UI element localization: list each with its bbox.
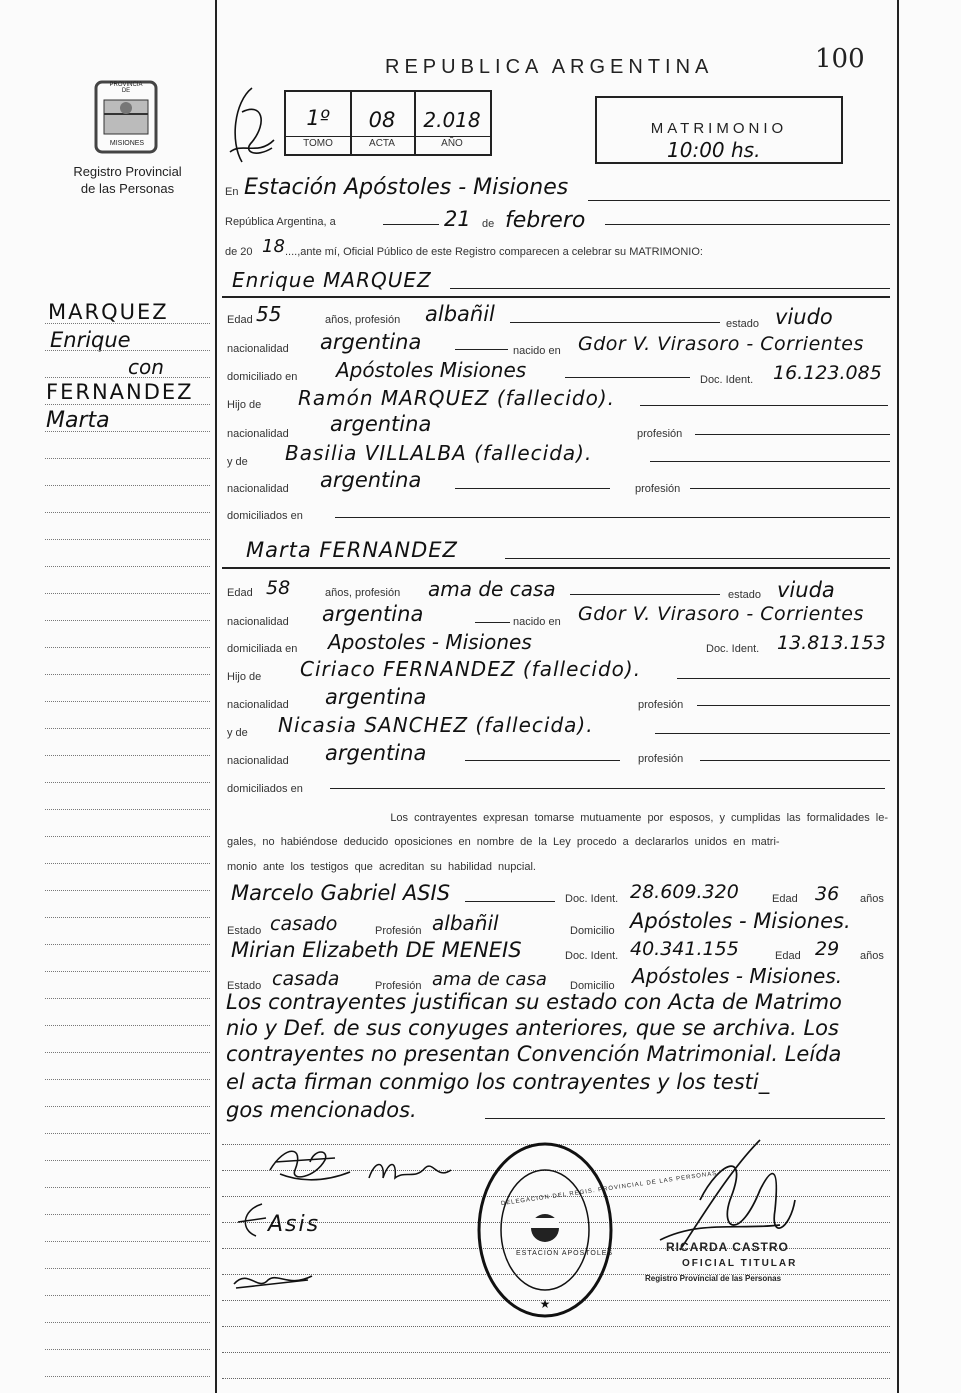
margin-groom-surname: MARQUEZ <box>48 300 169 324</box>
groom-doc-label: Doc. Ident. <box>700 374 754 386</box>
witness1-doc-label: Doc. Ident. <box>565 893 619 905</box>
groom-mother-prof-label: profesión <box>635 483 681 495</box>
ceremony-month: febrero <box>505 208 586 233</box>
margin-rule <box>45 485 210 486</box>
ano-value: 2.018 <box>423 108 481 132</box>
witness1-status: casado <box>270 913 338 935</box>
groom-divider <box>222 296 890 298</box>
groom-nacido-label: nacido en <box>513 345 561 357</box>
notes-line-4: el acta firman conmigo los contrayentes y los testi_ <box>226 1070 770 1094</box>
margin-rule <box>45 350 210 351</box>
witness2-status: casada <box>272 968 340 990</box>
witness1-prof-label: Profesión <box>375 925 422 937</box>
notes-line-1: Los contrayentes justifican su estado con Acta de Matrimo <box>226 990 842 1014</box>
registry-line-2: de las Personas <box>80 181 175 196</box>
bride-father-nac-label: nacionalidad <box>227 699 289 711</box>
witness1-estado-label: Estado <box>227 925 262 937</box>
bride-mother-nationality: argentina <box>325 741 427 765</box>
groom-status: viudo <box>775 305 833 329</box>
tomo-acta-ano-box <box>284 90 492 156</box>
margin-rule <box>45 1349 210 1350</box>
bride-name: Marta FERNANDEZ <box>246 538 458 562</box>
margin-rule <box>45 539 210 540</box>
margin-rule <box>45 1268 210 1269</box>
groom-yde-label: y de <box>227 456 248 468</box>
margin-rule <box>45 1295 210 1296</box>
witness1-signature-text: Asis <box>268 1212 321 1237</box>
bride-nationality: argentina <box>322 602 424 626</box>
groom-doc: 16.123.085 <box>773 362 882 384</box>
margin-groom-name: Enrique <box>50 328 131 352</box>
groom-father-nac-label: nacionalidad <box>227 428 289 440</box>
groom-age: 55 <box>256 302 282 326</box>
groom-name: Enrique MARQUEZ <box>232 268 432 292</box>
ceremony-time: 10:00 hs. <box>667 138 761 162</box>
acta-label: ACTA <box>369 138 395 149</box>
margin-bride-surname: FERNANDEZ <box>46 380 194 404</box>
groom-profession: albañil <box>425 302 495 326</box>
witness2-signature <box>228 1266 318 1296</box>
margin-rule <box>45 701 210 702</box>
groom-mother-nationality: argentina <box>320 468 422 492</box>
officer-org: Registro Provincial de las Personas <box>645 1274 782 1283</box>
bride-doc-label: Doc. Ident. <box>706 643 760 655</box>
seal-text-bottom: MISIONES <box>109 140 145 147</box>
bride-profession: ama de casa <box>428 577 556 601</box>
declaration-line-2: gales, no habiéndose deducido oposiciones en nombre de la Ley procedo a declararlos unidos en matri- <box>227 836 780 848</box>
margin-rule <box>45 566 210 567</box>
witness1-dom-label: Domicilio <box>570 925 615 937</box>
witness2-edad-label: Edad <box>775 950 801 962</box>
bride-mother-nac-label: nacionalidad <box>227 755 289 767</box>
witness1-anos-label: años <box>860 893 884 905</box>
notes-line-5: gos mencionados. <box>226 1098 417 1122</box>
bride-age: 58 <box>266 577 291 599</box>
intro-text: ....,ante mí, Oficial Público de este Registro comparecen a celebrar su MATRIMONIO: <box>285 246 703 258</box>
groom-mother: Basilia VILLALBA (fallecida). <box>285 441 593 465</box>
bride-doc: 13.813.153 <box>777 632 886 654</box>
bride-divider <box>222 567 890 569</box>
folio-number: 100 <box>815 44 865 74</box>
margin-rule <box>45 1106 210 1107</box>
witness2-age: 29 <box>815 938 840 960</box>
bride-father: Ciriaco FERNANDEZ (fallecido). <box>300 657 642 681</box>
groom-address: Apóstoles Misiones <box>336 358 527 382</box>
bride-status: viuda <box>777 578 835 602</box>
margin-rule <box>45 620 210 621</box>
margin-rule <box>45 323 210 324</box>
left-margin-column <box>0 0 217 1393</box>
groom-dom-label: domiciliado en <box>227 371 298 383</box>
witness2-doc-label: Doc. Ident. <box>565 950 619 962</box>
groom-nac-label: nacionalidad <box>227 343 289 355</box>
margin-rule <box>45 377 210 378</box>
groom-anos-label: años, profesión <box>325 314 401 326</box>
margin-rule <box>45 971 210 972</box>
declaration-line-1: Los contrayentes expresan tomarse mutuamente por esposos, y cumplidas las formalidades le- <box>390 812 888 824</box>
groom-estado-label: estado <box>726 318 760 330</box>
bride-dom-label: domiciliada en <box>227 643 298 655</box>
margin-rule <box>45 1241 210 1242</box>
margin-rule <box>45 917 210 918</box>
republica-label: República Argentina, a <box>225 216 336 228</box>
round-stamp-outer-text: DELEGACION DEL REGIS. PROVINCIAL DE LAS PERSONAS <box>500 1170 718 1208</box>
ano-label: AÑO <box>441 138 463 149</box>
registry-round-stamp-icon <box>475 1140 615 1320</box>
margin-con: con <box>128 355 164 379</box>
witness2-name: Mirian Elizabeth DE MENEIS <box>231 938 522 962</box>
officer-role: OFICIAL TITULAR <box>682 1258 798 1269</box>
bride-father-nationality: argentina <box>325 685 427 709</box>
tomo-label: TOMO <box>303 138 333 149</box>
bride-signature <box>365 1150 455 1190</box>
groom-nationality: argentina <box>320 330 422 354</box>
ceremony-place: Estación Apóstoles - Misiones <box>244 175 569 200</box>
margin-rule <box>45 782 210 783</box>
margin-rule <box>45 1133 210 1134</box>
bride-nacido-label: nacido en <box>513 616 561 628</box>
bride-anos-label: años, profesión <box>325 587 401 599</box>
bride-domiciliados-label: domiciliados en <box>227 783 303 795</box>
groom-father-prof-label: profesión <box>637 428 683 440</box>
en-label: En <box>225 186 239 198</box>
margin-rule <box>45 1160 210 1161</box>
witness1-edad-label: Edad <box>772 893 798 905</box>
witness2-anos-label: años <box>860 950 884 962</box>
declaration-line-3: monio ante los testigos que acreditan su habilidad nupcial. <box>227 861 536 873</box>
record-type-label: MATRIMONIO <box>650 120 788 137</box>
bride-estado-label: estado <box>728 589 762 601</box>
bride-father-prof-label: profesión <box>638 699 684 711</box>
groom-signature <box>265 1140 355 1190</box>
witness2-estado-label: Estado <box>227 980 262 992</box>
margin-rule <box>45 998 210 999</box>
notes-line-3: contrayentes no presentan Convención Matrimonial. Leída <box>226 1042 842 1066</box>
margin-rule <box>45 458 210 459</box>
witness1-doc: 28.609.320 <box>630 881 739 903</box>
year-prefix: de 20 <box>225 246 253 258</box>
witness2-address: Apóstoles - Misiones. <box>632 964 843 988</box>
margin-rule <box>45 404 210 405</box>
groom-father-nationality: argentina <box>330 412 432 436</box>
de-label: de <box>482 218 495 230</box>
margin-rule <box>45 944 210 945</box>
witness1-address: Apóstoles - Misiones. <box>630 909 851 933</box>
groom-mother-nac-label: nacionalidad <box>227 483 289 495</box>
country-title: REPUBLICA ARGENTINA <box>385 56 714 78</box>
margin-rule <box>45 1376 210 1377</box>
margin-rule <box>45 512 210 513</box>
groom-domiciliados-label: domiciliados en <box>227 510 303 522</box>
margin-rule <box>45 1025 210 1026</box>
groom-hijo-label: Hijo de <box>227 399 262 411</box>
margin-rule <box>45 593 210 594</box>
margin-bride-name: Marta <box>46 408 110 433</box>
registry-line-1: Registro Provincial <box>73 164 182 179</box>
witness2-prof-label: Profesión <box>375 980 422 992</box>
officer-name: RICARDA CASTRO <box>666 1240 789 1254</box>
margin-rule <box>45 890 210 891</box>
margin-rule <box>45 1187 210 1188</box>
margin-rule <box>45 755 210 756</box>
ceremony-year-suffix: 18 <box>262 236 285 257</box>
margin-rule <box>45 1322 210 1323</box>
bride-hijo-label: Hijo de <box>227 671 262 683</box>
witness1-profession: albañil <box>432 911 499 935</box>
official-initials-signature <box>222 82 280 172</box>
witness2-profession: ama de casa <box>432 969 547 990</box>
groom-birthplace: Gdor V. Virasoro - Corrientes <box>578 333 864 355</box>
margin-rule <box>45 1214 210 1215</box>
bride-address: Apostoles - Misiones <box>328 630 532 654</box>
bride-yde-label: y de <box>227 727 248 739</box>
svg-text:★: ★ <box>539 1297 551 1311</box>
bride-edad-label: Edad <box>227 587 253 599</box>
margin-rule <box>45 809 210 810</box>
margin-rule <box>45 647 210 648</box>
tomo-value: 1º <box>306 106 330 130</box>
bride-mother-prof-label: profesión <box>638 753 684 765</box>
bride-mother: Nicasia SANCHEZ (fallecida). <box>278 713 594 737</box>
margin-rule <box>45 1079 210 1080</box>
acta-value: 08 <box>368 108 396 132</box>
margin-rule <box>45 674 210 675</box>
bride-birthplace: Gdor V. Virasoro - Corrientes <box>578 603 864 625</box>
witness1-age: 36 <box>815 883 840 905</box>
witness2-dom-label: Domicilio <box>570 980 615 992</box>
witness2-doc: 40.341.155 <box>630 938 739 960</box>
groom-father: Ramón MARQUEZ (fallecido). <box>298 386 615 410</box>
round-stamp-inner-text: ESTACION APOSTOLES <box>516 1250 614 1257</box>
margin-rule <box>45 728 210 729</box>
margin-rule <box>45 863 210 864</box>
witness1-signature-mark <box>232 1200 272 1240</box>
margin-rule <box>45 431 210 432</box>
witness1-name: Marcelo Gabriel ASIS <box>231 881 451 905</box>
margin-rule <box>45 836 210 837</box>
ceremony-day: 21 <box>444 207 471 231</box>
margin-rule <box>45 1052 210 1053</box>
notes-line-2: nio y Def. de sus conyuges anteriores, que se archiva. Los <box>226 1016 839 1040</box>
seal-text-top: PROVINCIA DE <box>109 82 143 94</box>
groom-edad-label: Edad <box>227 314 253 326</box>
bride-nac-label: nacionalidad <box>227 616 289 628</box>
matrimonio-box <box>595 96 843 164</box>
